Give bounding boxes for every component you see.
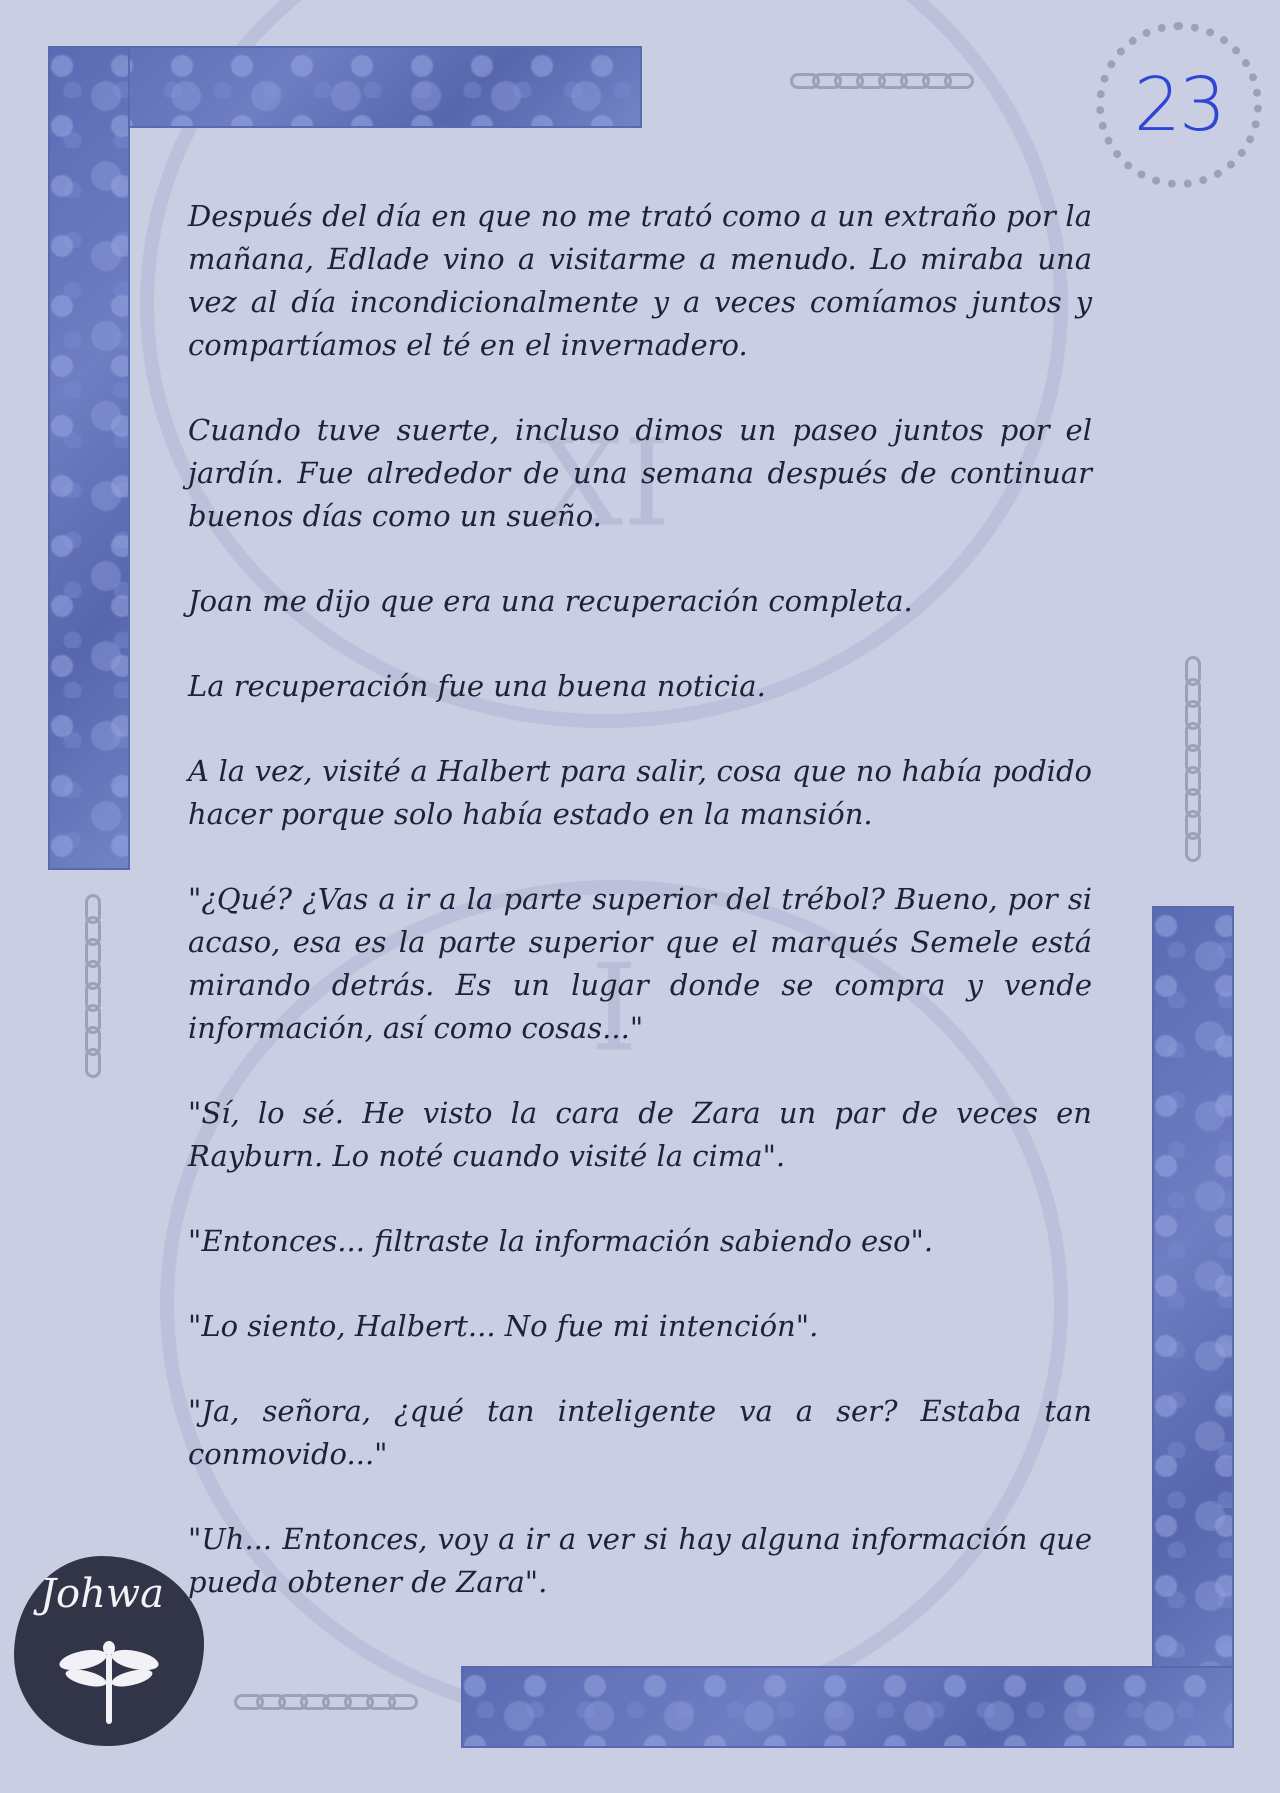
chain-decoration-left: [80, 894, 106, 1070]
logo-text: Johwa: [40, 1571, 164, 1617]
decorative-bar-right: [1152, 906, 1234, 1748]
page-number: 23: [1133, 62, 1225, 148]
paragraph: A la vez, visité a Halbert para salir, cosa que no había podido hacer porque solo había estado en la mansión.: [188, 754, 1092, 831]
paragraph: Después del día en que no me trató como a un extraño por la mañana, Edlade vino a visitarme a menudo. Lo miraba una vez al día incondicionalmente y a veces comíamos juntos y compartíamos el té en el invernadero.: [188, 199, 1092, 362]
paragraph: "Entonces... filtraste la información sabiendo eso".: [188, 1224, 934, 1258]
paragraph: "Lo siento, Halbert... No fue mi intención".: [188, 1309, 819, 1343]
paragraph: "Uh... Entonces, voy a ir a ver si hay alguna información que pueda obtener de Zara".: [188, 1522, 1092, 1599]
chain-decoration-right: [1180, 656, 1206, 854]
paragraph: "¿Qué? ¿Vas a ir a la parte superior del trébol? Bueno, por si acaso, esa es la parte superior que el marqués Semele está mirando detrás. Es un lugar donde se compra y vende información, así como cosas...": [188, 882, 1092, 1045]
paragraph: Joan me dijo que era una recuperación completa.: [188, 584, 913, 618]
paragraph: Cuando tuve suerte, incluso dimos un paseo juntos por el jardín. Fue alrededor de una semana después de continuar buenos días como un sueño.: [188, 413, 1092, 533]
decorative-bar-top: [48, 46, 642, 128]
story-text: [188, 195, 1092, 1646]
page-number-badge: [1096, 22, 1262, 188]
clock-numeral-decoration: ⅩⅠ: [537, 414, 671, 554]
decorative-bar-bottom: [461, 1666, 1234, 1748]
clock-numeral-decoration: Ⅰ: [590, 939, 638, 1079]
chain-decoration-bottom: [234, 1694, 410, 1716]
decorative-bar-left: [48, 46, 130, 870]
dragonfly-icon: [59, 1626, 159, 1736]
paragraph: La recuperación fue una buena noticia.: [188, 669, 766, 703]
chain-decoration-top: [790, 73, 966, 95]
paragraph: "Sí, lo sé. He visto la cara de Zara un par de veces en Rayburn. Lo noté cuando visité la cima".: [188, 1096, 1092, 1173]
paragraph: "Ja, señora, ¿qué tan inteligente va a ser? Estaba tan conmovido...": [188, 1394, 1092, 1471]
